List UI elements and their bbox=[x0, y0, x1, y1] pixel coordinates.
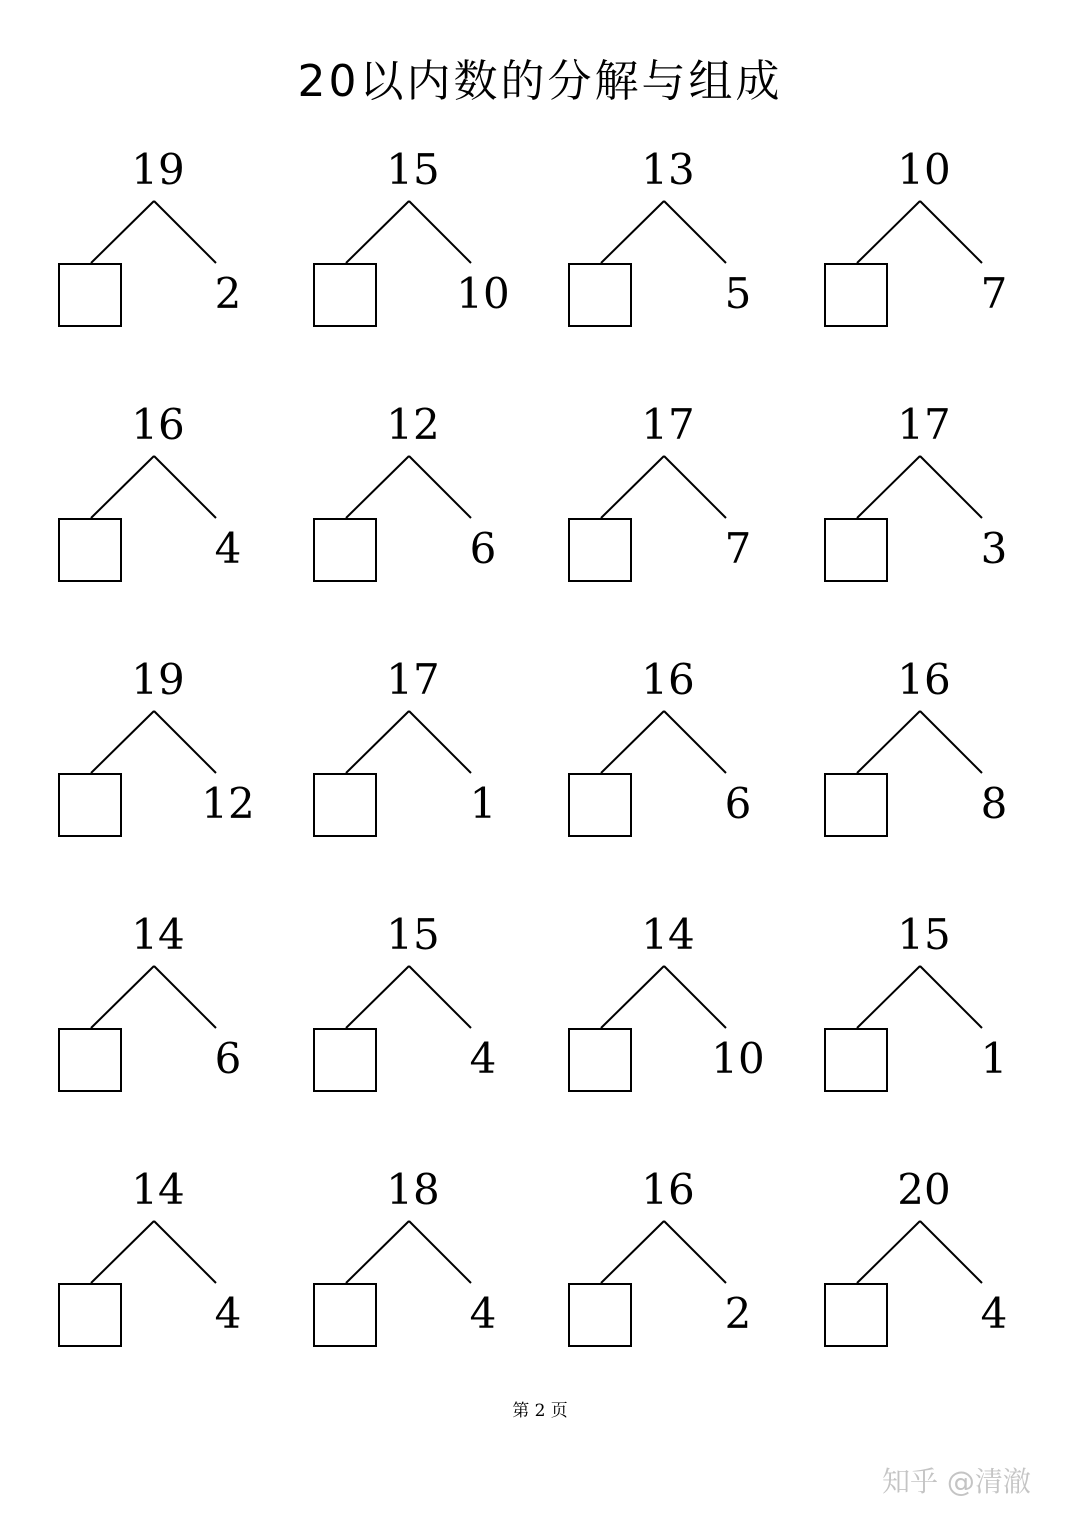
known-part-number: 8 bbox=[980, 779, 1008, 828]
decomposition-problem bbox=[568, 401, 768, 601]
left-branch-line bbox=[346, 711, 409, 773]
total-number: 19 bbox=[131, 655, 185, 704]
right-branch-line bbox=[664, 201, 726, 263]
answer-box[interactable] bbox=[313, 518, 377, 582]
answer-box[interactable] bbox=[313, 773, 377, 837]
decomposition-problem bbox=[313, 656, 513, 856]
page-number: 第 2 页 bbox=[512, 1401, 568, 1421]
known-part-number: 4 bbox=[214, 1289, 242, 1338]
known-part-number: 6 bbox=[214, 1034, 242, 1083]
known-part-number: 2 bbox=[214, 269, 242, 318]
right-branch-line bbox=[154, 966, 216, 1028]
known-part-number: 10 bbox=[456, 269, 510, 318]
left-branch-line bbox=[601, 711, 664, 773]
decomposition-problem bbox=[824, 1166, 1024, 1366]
right-branch-line bbox=[409, 201, 471, 263]
right-branch-line bbox=[409, 1221, 471, 1283]
right-branch-line bbox=[409, 966, 471, 1028]
left-branch-line bbox=[91, 1221, 154, 1283]
total-number: 13 bbox=[641, 145, 695, 194]
answer-box[interactable] bbox=[568, 518, 632, 582]
answer-box[interactable] bbox=[824, 263, 888, 327]
answer-box[interactable] bbox=[58, 773, 122, 837]
decomposition-problem bbox=[313, 401, 513, 601]
right-branch-line bbox=[154, 201, 216, 263]
total-number: 15 bbox=[386, 145, 440, 194]
known-part-number: 1 bbox=[469, 779, 497, 828]
left-branch-line bbox=[91, 711, 154, 773]
answer-box[interactable] bbox=[313, 1028, 377, 1092]
known-part-number: 6 bbox=[469, 524, 497, 573]
answer-box[interactable] bbox=[313, 1283, 377, 1347]
total-number: 17 bbox=[641, 400, 695, 449]
decomposition-problem bbox=[568, 911, 768, 1111]
right-branch-line bbox=[409, 456, 471, 518]
right-branch-line bbox=[920, 456, 982, 518]
right-branch-line bbox=[664, 1221, 726, 1283]
known-part-number: 2 bbox=[724, 1289, 752, 1338]
total-number: 16 bbox=[641, 1165, 695, 1214]
right-branch-line bbox=[409, 711, 471, 773]
total-number: 17 bbox=[386, 655, 440, 704]
left-branch-line bbox=[857, 456, 920, 518]
answer-box[interactable] bbox=[568, 773, 632, 837]
left-branch-line bbox=[91, 966, 154, 1028]
decomposition-problem bbox=[58, 146, 258, 346]
answer-box[interactable] bbox=[568, 1283, 632, 1347]
total-number: 10 bbox=[897, 145, 951, 194]
page-title: 20以内数的分解与组成 bbox=[297, 56, 783, 107]
decomposition-problem bbox=[313, 911, 513, 1111]
total-number: 20 bbox=[897, 1165, 951, 1214]
decomposition-problem bbox=[824, 146, 1024, 346]
total-number: 16 bbox=[641, 655, 695, 704]
answer-box[interactable] bbox=[58, 1028, 122, 1092]
left-branch-line bbox=[91, 456, 154, 518]
known-part-number: 1 bbox=[980, 1034, 1008, 1083]
total-number: 14 bbox=[131, 1165, 185, 1214]
left-branch-line bbox=[601, 201, 664, 263]
known-part-number: 4 bbox=[469, 1034, 497, 1083]
answer-box[interactable] bbox=[58, 1283, 122, 1347]
right-branch-line bbox=[664, 711, 726, 773]
total-number: 16 bbox=[897, 655, 951, 704]
known-part-number: 12 bbox=[201, 779, 255, 828]
left-branch-line bbox=[601, 456, 664, 518]
answer-box[interactable] bbox=[58, 263, 122, 327]
right-branch-line bbox=[920, 1221, 982, 1283]
total-number: 16 bbox=[131, 400, 185, 449]
left-branch-line bbox=[346, 201, 409, 263]
known-part-number: 6 bbox=[724, 779, 752, 828]
right-branch-line bbox=[920, 966, 982, 1028]
known-part-number: 4 bbox=[469, 1289, 497, 1338]
answer-box[interactable] bbox=[568, 263, 632, 327]
left-branch-line bbox=[346, 456, 409, 518]
decomposition-problem bbox=[824, 401, 1024, 601]
left-branch-line bbox=[857, 966, 920, 1028]
right-branch-line bbox=[664, 456, 726, 518]
answer-box[interactable] bbox=[824, 773, 888, 837]
left-branch-line bbox=[346, 966, 409, 1028]
decomposition-problem bbox=[58, 656, 258, 856]
total-number: 19 bbox=[131, 145, 185, 194]
total-number: 14 bbox=[131, 910, 185, 959]
decomposition-problem bbox=[824, 656, 1024, 856]
right-branch-line bbox=[154, 1221, 216, 1283]
total-number: 18 bbox=[386, 1165, 440, 1214]
left-branch-line bbox=[857, 711, 920, 773]
decomposition-problem bbox=[58, 911, 258, 1111]
total-number: 17 bbox=[897, 400, 951, 449]
left-branch-line bbox=[857, 1221, 920, 1283]
right-branch-line bbox=[154, 456, 216, 518]
known-part-number: 4 bbox=[214, 524, 242, 573]
known-part-number: 7 bbox=[980, 269, 1008, 318]
answer-box[interactable] bbox=[824, 1283, 888, 1347]
left-branch-line bbox=[857, 201, 920, 263]
total-number: 15 bbox=[897, 910, 951, 959]
known-part-number: 5 bbox=[724, 269, 752, 318]
decomposition-problem bbox=[58, 1166, 258, 1366]
right-branch-line bbox=[664, 966, 726, 1028]
right-branch-line bbox=[920, 711, 982, 773]
total-number: 14 bbox=[641, 910, 695, 959]
right-branch-line bbox=[154, 711, 216, 773]
decomposition-problem bbox=[58, 401, 258, 601]
decomposition-problem bbox=[824, 911, 1024, 1111]
left-branch-line bbox=[91, 201, 154, 263]
decomposition-problem bbox=[568, 1166, 768, 1366]
total-number: 15 bbox=[386, 910, 440, 959]
left-branch-line bbox=[601, 966, 664, 1028]
watermark: 知乎 @清澈 bbox=[882, 1465, 1031, 1498]
known-part-number: 7 bbox=[724, 524, 752, 573]
decomposition-problem bbox=[313, 146, 513, 346]
answer-box[interactable] bbox=[824, 518, 888, 582]
right-branch-line bbox=[920, 201, 982, 263]
known-part-number: 10 bbox=[711, 1034, 765, 1083]
decomposition-problem bbox=[568, 146, 768, 346]
answer-box[interactable] bbox=[58, 518, 122, 582]
decomposition-problem bbox=[568, 656, 768, 856]
decomposition-problem bbox=[313, 1166, 513, 1366]
answer-box[interactable] bbox=[568, 1028, 632, 1092]
answer-box[interactable] bbox=[313, 263, 377, 327]
left-branch-line bbox=[601, 1221, 664, 1283]
known-part-number: 3 bbox=[980, 524, 1008, 573]
left-branch-line bbox=[346, 1221, 409, 1283]
known-part-number: 4 bbox=[980, 1289, 1008, 1338]
answer-box[interactable] bbox=[824, 1028, 888, 1092]
total-number: 12 bbox=[386, 400, 440, 449]
